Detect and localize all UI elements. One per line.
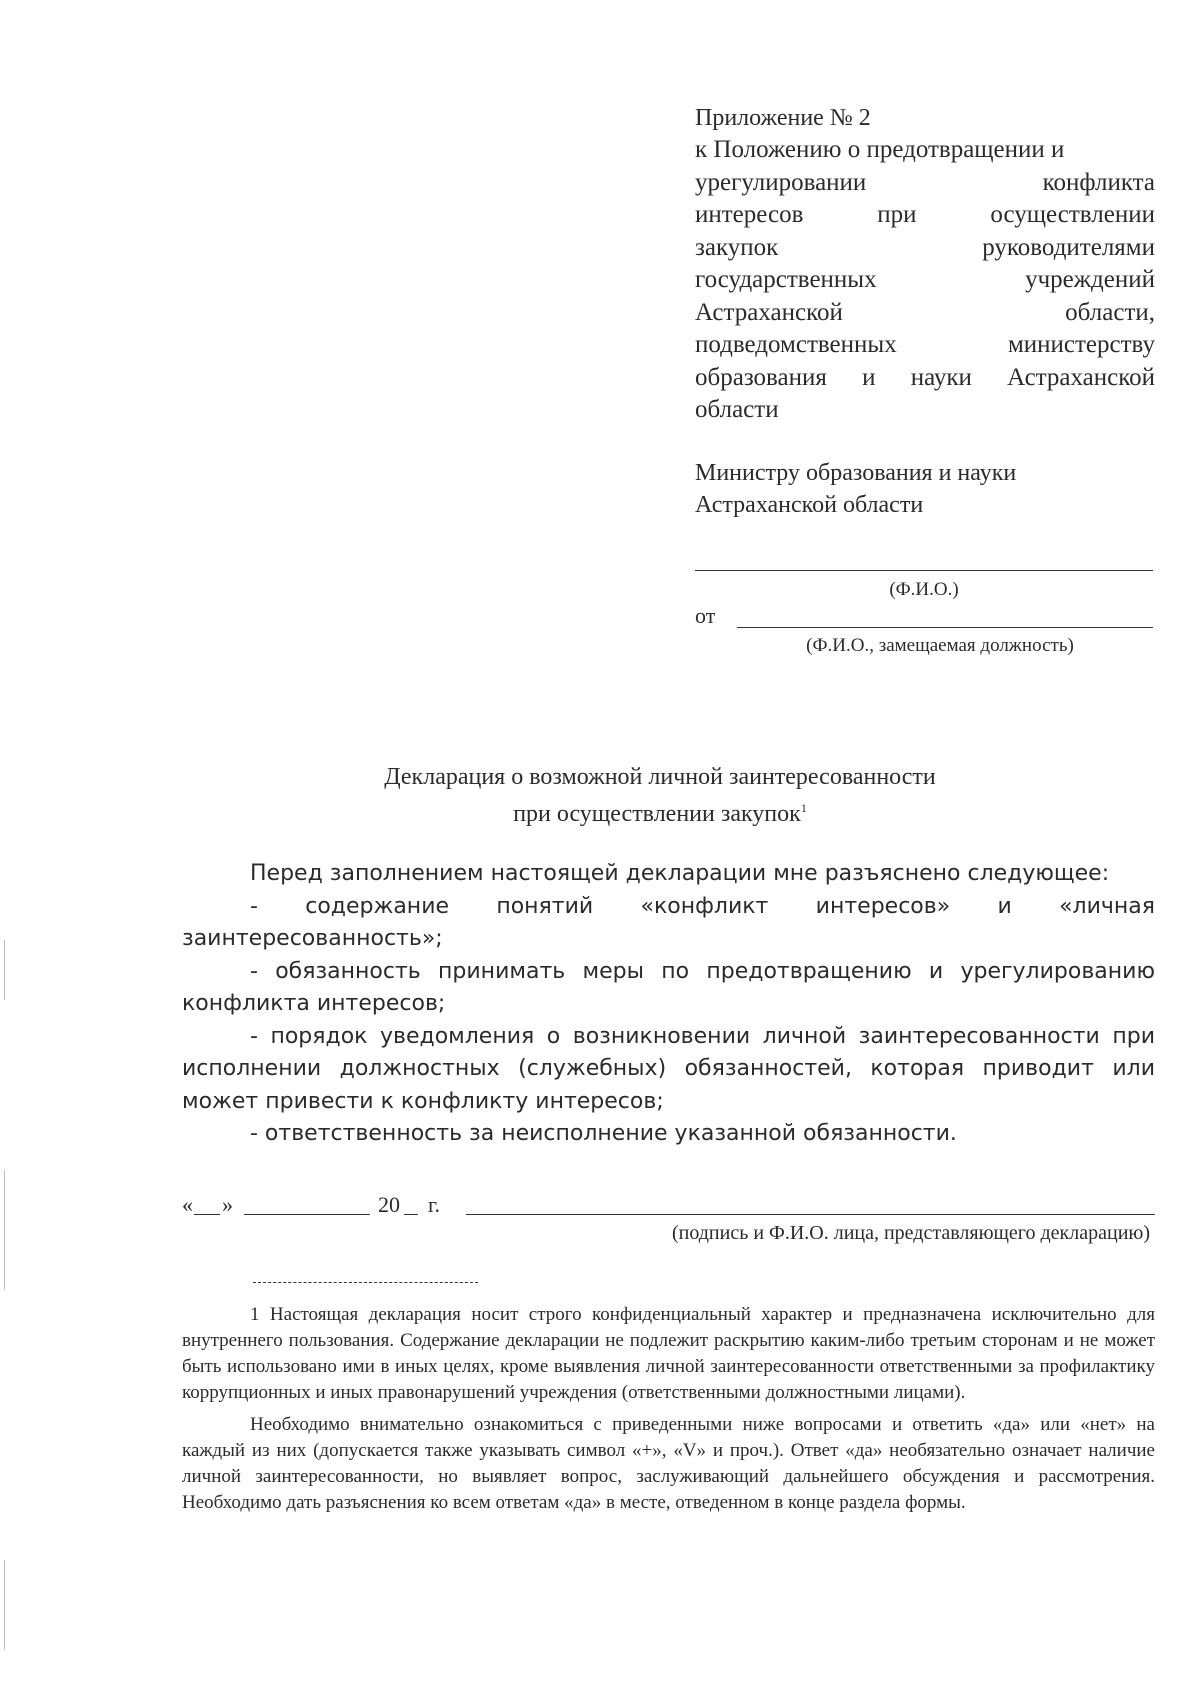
- appendix-number: Приложение № 2: [695, 105, 871, 131]
- month-field-line: [244, 1214, 370, 1215]
- declaration-title-text: при осуществлении закупок: [513, 801, 801, 827]
- scan-margin-mark: [4, 940, 5, 1000]
- from-row: [695, 603, 1153, 633]
- scan-margin-mark: [4, 1170, 5, 1290]
- signature-field-line: [466, 1214, 1155, 1215]
- declarant-fio-field-line: [737, 627, 1153, 628]
- date-quote-open: «: [182, 1192, 193, 1217]
- body-paragraph: - порядок уведомления о возникновении личной заинтересованности при исполнении должностных (служебных) обязанностей, которая приводит или может привести к конфликту интересов;: [182, 1023, 1155, 1114]
- day-field-line: [194, 1214, 220, 1215]
- document-header: [695, 102, 1155, 521]
- year-field-line: [404, 1214, 418, 1215]
- footnote-paragraph: 1 Настоящая декларация носит строго конфиденциальный характер и предназначена исключительно для внутреннего пользования. Содержание декларации не подлежит раскрытию каким-либо третьим сторонам и не может быть использовано ими в иных целях, кроме выявления личной заинтересованности ответственными за профилактику коррупционных и иных правонарушений учреждения (ответственными должностными лицами).: [182, 1304, 1155, 1403]
- declaration-body: [182, 858, 1155, 1151]
- declarant-fio-caption: (Ф.И.О., замещаемая должность): [806, 635, 1074, 656]
- footnote-reference: 1: [800, 801, 807, 815]
- appendix-basis-line: образования и науки Астраханской: [695, 363, 1155, 391]
- from-label: от: [695, 603, 716, 628]
- appendix-basis-line: государственных учреждений: [695, 266, 1155, 293]
- declaration-title: [180, 762, 1140, 830]
- appendix-basis-line: урегулировании конфликта: [695, 168, 1155, 196]
- minister-fio-field-line: [695, 570, 1153, 571]
- date-quote-close: »: [222, 1192, 233, 1217]
- declaration-title-line: Декларация о возможной личной заинтересованности: [384, 764, 936, 790]
- appendix-basis-line: интересов при осуществлении: [695, 201, 1155, 228]
- scan-margin-mark: [4, 1560, 5, 1650]
- appendix-basis-line: области: [695, 396, 779, 423]
- appendix-basis-line: закупок руководителями: [695, 233, 1155, 261]
- addressee-line: Министру образования и науки: [695, 459, 1017, 486]
- body-paragraph: - обязанность принимать меры по предотвращению и урегулированию конфликта интересов;: [182, 958, 1155, 1016]
- addressee-line: Астраханской области: [695, 491, 924, 518]
- body-paragraph: - содержание понятий «конфликт интересов» и «личная заинтересованность»;: [182, 893, 1155, 951]
- body-paragraph: Перед заполнением настоящей декларации мне разъяснено следующее:: [250, 861, 1110, 886]
- appendix-basis-line: к Положению о предотвращении и: [695, 136, 1065, 163]
- minister-fio-caption: (Ф.И.О.): [889, 579, 959, 600]
- signature-caption: (подпись и Ф.И.О. лица, представляющего декларацию): [671, 1222, 1150, 1244]
- appendix-basis-line: подведомственных министерству: [695, 331, 1155, 358]
- year-suffix: г.: [428, 1192, 441, 1217]
- declaration-title-line-2: [180, 793, 1140, 830]
- body-paragraph: - ответственность за неисполнение указанной обязанности.: [250, 1121, 957, 1146]
- appendix-basis-line: Астраханской области,: [695, 298, 1155, 326]
- year-prefix: 20: [378, 1192, 400, 1217]
- footnote-separator: [253, 1282, 478, 1283]
- footnote-paragraph: Необходимо внимательно ознакомиться с приведенными ниже вопросами и ответить «да» или «нет» на каждый из них (допускается также указывать символ «+», «V» и проч.). Ответ «да» необязательно означает наличие личной заинтересованности, но выявляет вопрос, заслуживающий дальнейшего обсуждения и рассмотрения. Необходимо дать разъяснения ко всем ответам «да» в месте, отведенном в конце раздела формы.: [182, 1414, 1155, 1513]
- footnote: [182, 1302, 1155, 1522]
- date-signature-row: [182, 1192, 1155, 1222]
